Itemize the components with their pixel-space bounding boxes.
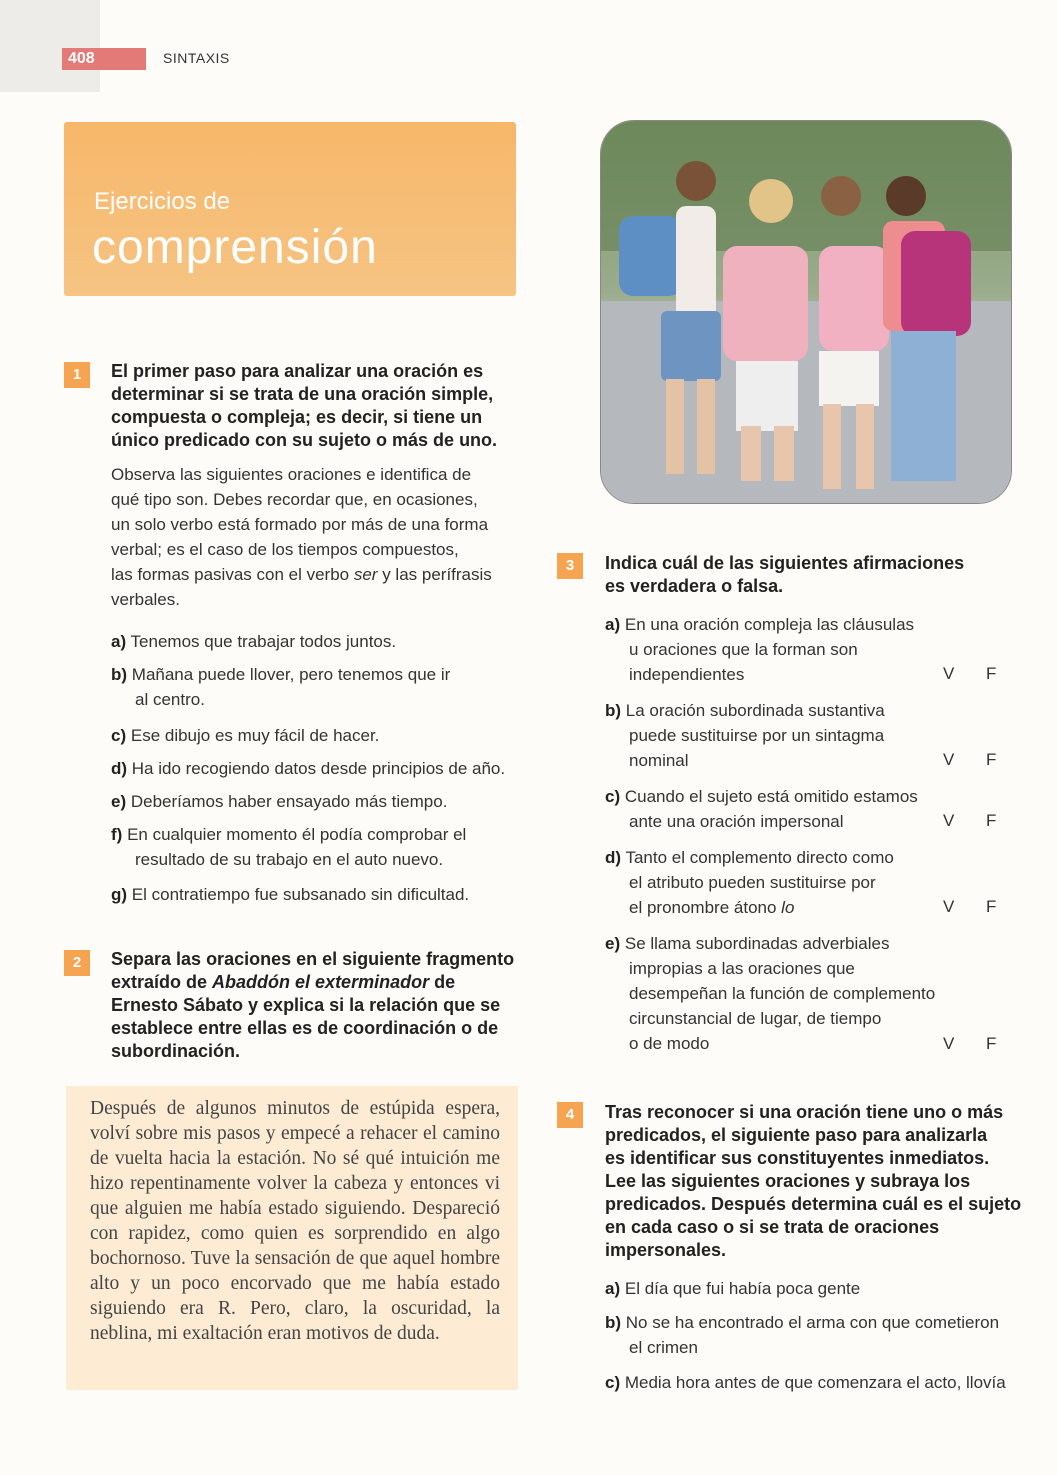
question-4-title (605, 1101, 1021, 1262)
section-header: SINTAXIS (163, 50, 230, 66)
question-2-number: 2 (64, 950, 90, 976)
true-option[interactable]: V (943, 811, 955, 830)
q1-item-b: b) Mañana puede llover, pero tenemos que ir al centro. (111, 665, 451, 709)
true-option[interactable]: V (943, 897, 955, 916)
q3-item-a: a) En una oración compleja las cláusulas u oraciones que la forman son independientes (605, 615, 915, 684)
title-line: subordinación. (111, 1041, 241, 1061)
girls-walking-photo (600, 120, 1012, 504)
page-corner-shade (0, 0, 100, 92)
text-line: qué tipo son. Debes recordar que, en ocasiones, (111, 490, 478, 509)
title-line: Separa las oraciones en el siguiente fragmento (111, 949, 515, 969)
q3-item-d: d) Tanto el complemento directo como el atributo pueden sustituirse por el pronombre átono lo (605, 848, 894, 917)
question-3-number: 3 (557, 553, 583, 579)
question-4-number: 4 (557, 1102, 583, 1128)
title-line: Ernesto Sábato y explica si la relación que se (111, 995, 501, 1015)
false-option[interactable]: F (986, 664, 997, 683)
q1-item-c: c) Ese dibujo es muy fácil de hacer. (111, 726, 380, 745)
q4-item-b: b) No se ha encontrado el arma con que cometieron el crimen (605, 1313, 1000, 1357)
text-line: las formas pasivas con el verbo ser y las perífrasis (111, 565, 492, 584)
title-line: compuesta o compleja; es decir, si tiene un (111, 407, 483, 427)
banner-subtitle: Ejercicios de (94, 188, 231, 215)
italic-term: lo (781, 898, 795, 917)
text-line: verbal; es el caso de los tiempos compuestos, (111, 540, 459, 559)
page-number: 408 (62, 48, 146, 70)
question-1-instructions (111, 462, 492, 612)
question-1-number: 1 (64, 362, 90, 388)
quote-text: Después de algunos minutos de estúpida espera, volví sobre mis pasos y empecé a rehacer el camino de vuelta hacia la estación. No sé qué intuición me hizo repentinamente volver la cabeza y entonces vi que alguien me había estado siguiendo. Despareció con rapidez, como quien es sorprendido en algo bochornoso. Tuve la sensación de que aquel hombre alto y un poco encorvado que me había estado siguiendo era R. Pero, claro, la oscuridad, la neblina, mi exaltación eran motivos de duda. (90, 1098, 500, 1344)
title-line: Lee las siguientes oraciones y subraya los (605, 1171, 971, 1191)
title-line: El primer paso para analizar una oración es (111, 361, 484, 381)
q3-item-e: e) Se llama subordinadas adverbiales impropias a las oraciones que desempeñan la función de complemento circunstancial de lugar, de tiempo o de modo (605, 934, 936, 1053)
question-1-title (111, 360, 497, 452)
text-line: Observa las siguientes oraciones e identifica de (111, 465, 472, 484)
false-option[interactable]: F (986, 750, 997, 769)
title-line: impersonales. (605, 1240, 727, 1260)
q4-item-a: a) El día que fui había poca gente (605, 1279, 861, 1298)
title-line: determinar si se trata de una oración simple, (111, 384, 494, 404)
section-banner (64, 122, 516, 296)
q4-item-c: c) Media hora antes de que comenzara el acto, llovía (605, 1373, 1006, 1392)
title-line: es identificar sus constituyentes inmediatos. (605, 1148, 990, 1168)
text-line: verbales. (111, 590, 180, 609)
false-option[interactable]: F (986, 1034, 997, 1053)
true-option[interactable]: V (943, 750, 955, 769)
true-option[interactable]: V (943, 1034, 955, 1053)
false-option[interactable]: F (986, 897, 997, 916)
title-line: predicados, el siguiente paso para analizarla (605, 1125, 988, 1145)
title-line: en cada caso o si se trata de oraciones (605, 1217, 940, 1237)
title-line: establece entre ellas es de coordinación o de (111, 1018, 499, 1038)
book-title: Abaddón el exterminador (212, 972, 430, 992)
title-line: Indica cuál de las siguientes afirmaciones (605, 553, 965, 573)
q1-item-e: e) Deberíamos haber ensayado más tiempo. (111, 792, 448, 811)
q1-item-f: f) En cualquier momento él podía comprobar el resultado de su trabajo en el auto nuevo. (111, 825, 467, 869)
false-option[interactable]: F (986, 811, 997, 830)
title-line: predicados. Después determina cuál es el sujeto (605, 1194, 1022, 1214)
title-line: es verdadera o falsa. (605, 576, 784, 596)
q3-item-c: c) Cuando el sujeto está omitido estamos ante una oración impersonal (605, 787, 918, 831)
q3-item-b: b) La oración subordinada sustantiva puede sustituirse por un sintagma nominal (605, 701, 885, 770)
q1-item-g: g) El contratiempo fue subsanado sin dificultad. (111, 885, 470, 904)
question-3-title (605, 552, 964, 598)
quote-box (66, 1086, 518, 1390)
title-line: único predicado con su sujeto o más de uno. (111, 430, 498, 450)
title-line: Tras reconocer si una oración tiene uno o más (605, 1102, 1004, 1122)
question-2-title (111, 948, 514, 1063)
true-option[interactable]: V (943, 664, 955, 683)
q1-item-a: a) Tenemos que trabajar todos juntos. (111, 632, 397, 651)
q1-item-d: d) Ha ido recogiendo datos desde principios de año. (111, 759, 506, 778)
text-line: un solo verbo está formado por más de una forma (111, 515, 489, 534)
title-line: extraído de Abaddón el exterminador de (111, 972, 456, 992)
italic-term: ser (353, 565, 378, 584)
banner-title: comprensión (92, 221, 378, 274)
